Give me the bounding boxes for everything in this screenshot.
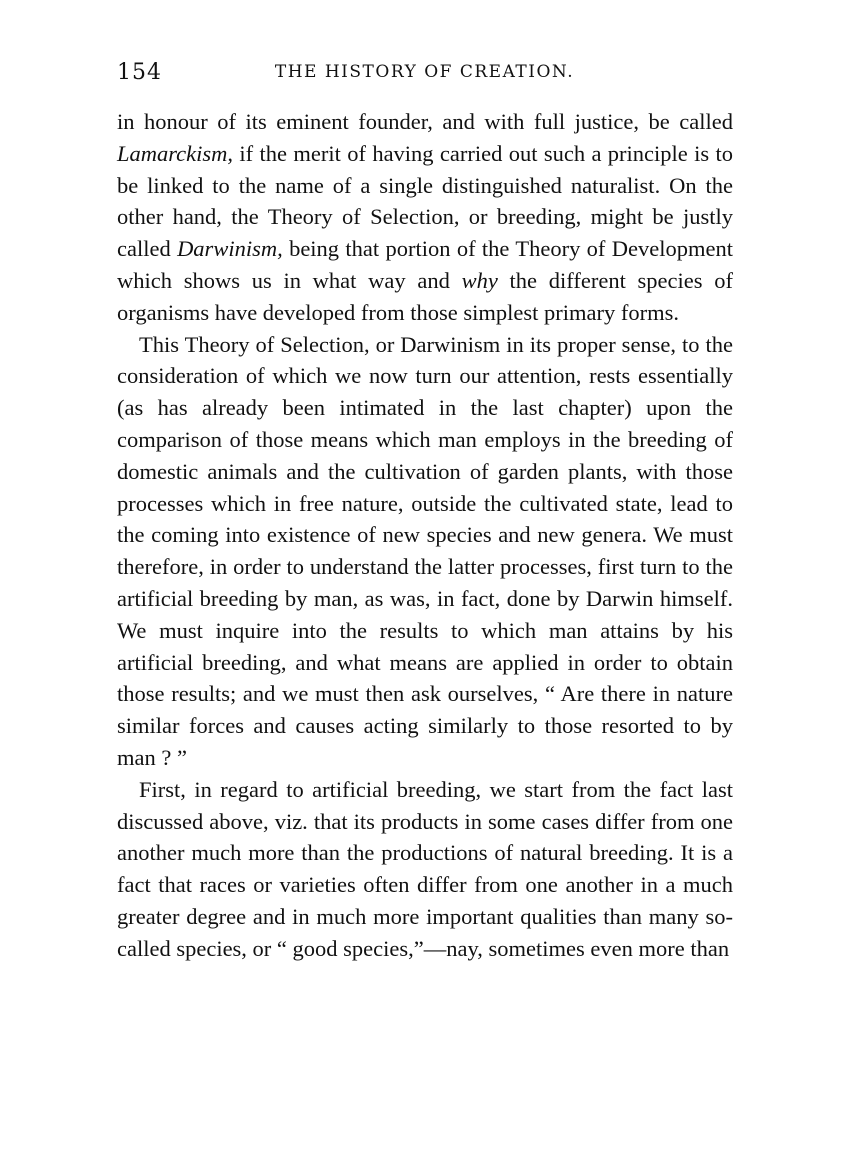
paragraph-3: First, in regard to artificial breeding, we start from the fact last discussed above, viz. that its products in some cases differ from one another much more than the productions of natural breeding. It is a fact that races or varieties often differ from one another in a much greater degree and in much more important qualities than many so-called species, or “ good species,”—nay, sometimes even more than (117, 776, 733, 961)
page-number: 154 (117, 60, 162, 85)
paragraph-1-text: the different species of organisms have developed from those simplest primary forms. (117, 267, 733, 325)
emphasis-why: why (461, 267, 498, 293)
running-title: THE HISTORY OF CREATION. (274, 62, 575, 82)
paragraph-1 (117, 106, 733, 329)
paragraph-2: This Theory of Selection, or Darwinism in its proper sense, to the consideration of which we now turn our attention, rests essentially (as has already been intimated in the last chapter) upon the comparison of those means which man employs in the breeding of domestic animals and the cultivation of garden plants, with those processes which in free nature, outside the cultivated state, lead to the coming into existence of new species and new genera. We must therefore, in order to understand the latter processes, first turn to the artificial breeding by man, as was, in fact, done by Darwin himself. We must inquire into the results to which man attains by his artificial breeding, and what means are applied in order to obtain those results; and we must then ask ourselves, “ Are there in nature similar forces and causes acting similarly to those resorted to by man ? ” (117, 331, 733, 770)
body-text (117, 106, 733, 965)
paragraph-1-text: being that portion of the Theory of Development which shows us in what way and (117, 236, 733, 293)
paragraph-1-text: if the merit of having carried out such a principle is to be linked to the name of a single distinguished naturalist. On the other hand, the Theory of Selection, or breeding, might be justly called (117, 140, 733, 262)
term-lamarckism: Lamarckism, (117, 140, 234, 166)
paragraph-1-text: in honour of its eminent founder, and with full justice, be called (117, 109, 733, 134)
running-head (117, 60, 732, 90)
term-darwinism: Darwinism, (177, 236, 283, 262)
